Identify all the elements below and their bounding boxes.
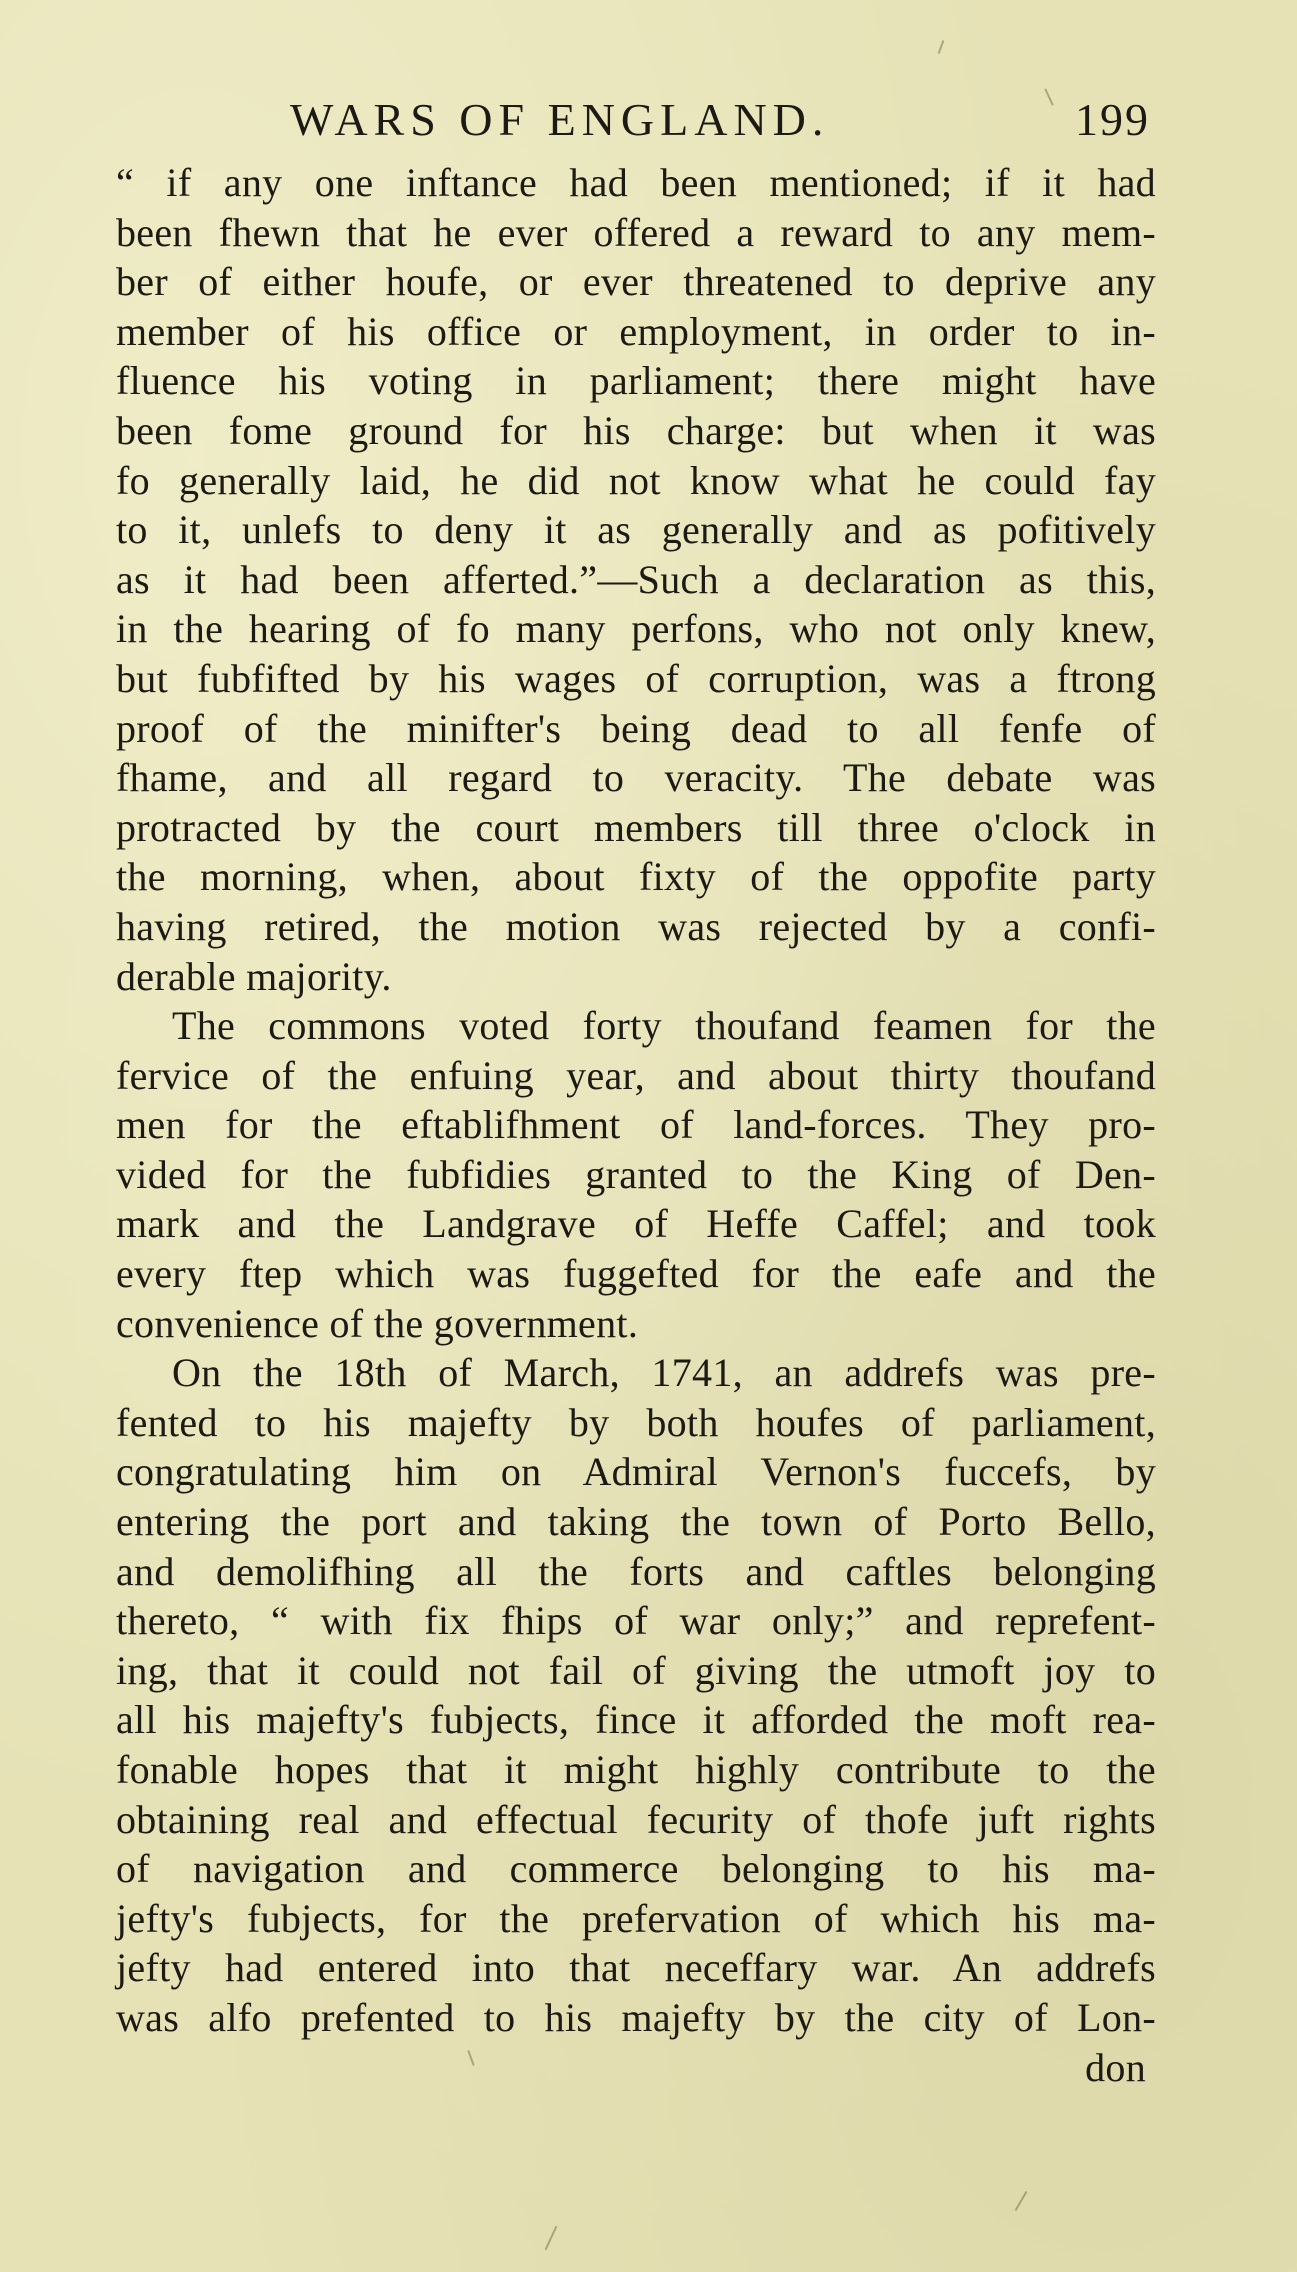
text-line: mark and the Landgrave of Heffe Caffel; and took xyxy=(116,1201,1156,1247)
text-line: having retired, the motion was rejected by a confi- xyxy=(116,903,1156,949)
running-head xyxy=(290,90,1170,150)
text-line: was alfo prefented to his majefty by the city of Lon- xyxy=(116,1994,1156,2040)
text-line: been fome ground for his charge: but when it was xyxy=(116,407,1156,453)
text-line: all his majefty's fubjects, fince it afforded the moft rea- xyxy=(116,1697,1156,1743)
text-line: and demolifhing all the forts and caftles belonging xyxy=(116,1548,1156,1594)
text-line: men for the eftablifhment of land-forces. They pro- xyxy=(116,1102,1156,1148)
page-number: 199 xyxy=(1075,94,1150,145)
text-line: vided for the fubfidies granted to the King of Den- xyxy=(116,1151,1156,1197)
text-line: On the 18th of March, 1741, an addrefs was pre- xyxy=(172,1350,1156,1396)
text-line: every ftep which was fuggefted for the eafe and the xyxy=(116,1251,1156,1297)
text-line: obtaining real and effectual fecurity of thofe juft rights xyxy=(116,1796,1156,1842)
text-line: proof of the minifter's being dead to all fenfe of xyxy=(116,705,1156,751)
catchword: don xyxy=(1085,2044,1146,2090)
text-line: but fubfifted by his wages of corruption, was a ftrong xyxy=(116,655,1156,701)
text-line: to it, unlefs to deny it as generally and as pofitively xyxy=(116,507,1156,553)
text-line: congratulating him on Admiral Vernon's fuccefs, by xyxy=(116,1449,1156,1495)
text-line: been fhewn that he ever offered a reward to any mem- xyxy=(116,209,1156,255)
text-line: “ if any one inftance had been mentioned; if it had xyxy=(116,160,1156,205)
text-line: protracted by the court members till three o'clock in xyxy=(116,804,1156,850)
text-line: of navigation and commerce belonging to his ma- xyxy=(116,1846,1156,1892)
text-line: fo generally laid, he did not know what he could fay xyxy=(116,457,1156,503)
body-text xyxy=(116,158,1156,2092)
text-line: jefty had entered into that neceffary war. An addrefs xyxy=(116,1945,1156,1991)
paper-speck xyxy=(938,40,945,54)
text-line: fhame, and all regard to veracity. The debate was xyxy=(116,755,1156,801)
paper-speck xyxy=(1015,2191,1028,2211)
text-line: fonable hopes that it might highly contribute to the xyxy=(116,1747,1156,1792)
text-line: entering the port and taking the town of Porto Bello, xyxy=(116,1499,1156,1545)
text-line: derable majority. xyxy=(116,953,392,999)
text-line: convenience of the government. xyxy=(116,1300,639,1346)
text-line: the morning, when, about fixty of the oppofite party xyxy=(116,854,1156,900)
text-line: member of his office or employment, in order to in- xyxy=(116,308,1156,354)
text-line: thereto, “ with fix fhips of war only;” and reprefent- xyxy=(116,1598,1156,1644)
text-line: as it had been afferted.”—Such a declaration as this, xyxy=(116,556,1156,602)
text-line: fented to his majefty by both houfes of parliament, xyxy=(116,1399,1156,1445)
text-line: fervice of the enfuing year, and about thirty thoufand xyxy=(116,1052,1156,1098)
paper-speck xyxy=(545,2226,558,2250)
text-line: jefty's fubjects, for the prefervation of which his ma- xyxy=(116,1895,1156,1941)
text-line: The commons voted forty thoufand feamen for the xyxy=(172,1003,1156,1049)
text-line: fluence his voting in parliament; there might have xyxy=(116,358,1156,404)
text-line: ber of either houfe, or ever threatened to deprive any xyxy=(116,259,1156,305)
running-title: WARS OF ENGLAND. xyxy=(290,94,830,145)
text-line: in the hearing of fo many perfons, who not only knew, xyxy=(116,606,1156,652)
text-line: ing, that it could not fail of giving the utmoft joy to xyxy=(116,1647,1156,1693)
